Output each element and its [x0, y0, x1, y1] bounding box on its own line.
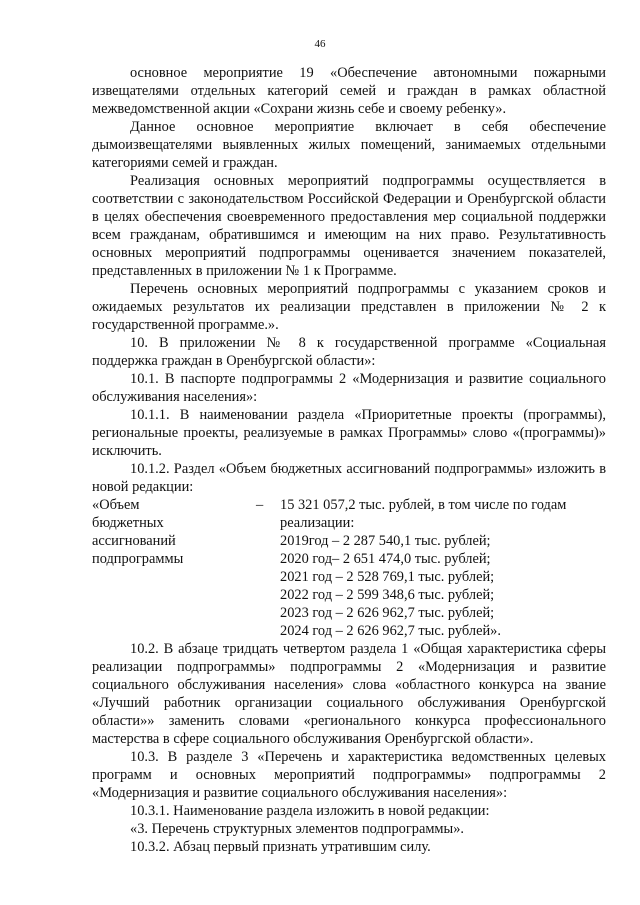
paragraph: 10.3. В разделе 3 «Перечень и характеристика ведомственных целевых программ и основных мероприятий подпрограммы» подпрограммы 2 «Модернизация и развитие социального обслуживания населения»: — [92, 749, 606, 801]
paragraph: 10.2. В абзаце тридцать четвертом раздела 1 «Общая характеристика сферы реализации подпрограммы» подпрограммы 2 «Модернизация и развитие социального обслуживания населения» слова «областного конкурса на звание «Лучший работник организации социального обслуживания Оренбургской области»» заменить словами «регионального конкурса профессионального мастерства в сфере социального обслуживания Оренбургской области». — [92, 641, 606, 747]
budget-dash: – — [256, 497, 264, 513]
budget-year: 2019год – 2 287 540,1 тыс. рублей; — [280, 533, 491, 549]
paragraph: Перечень основных мероприятий подпрограммы с указанием сроков и ожидаемых результатов их реализации представлен в приложении № 2 к государственной программе.». — [92, 281, 606, 333]
paragraph: 10.1. В паспорте подпрограммы 2 «Модернизация и развитие социального обслуживания населения»: — [92, 371, 606, 405]
budget-values — [280, 496, 606, 640]
budget-year: 2021 год – 2 528 769,1 тыс. рублей; — [280, 569, 495, 585]
budget-total: 15 321 057,2 тыс. рублей, в том числе по годам — [280, 497, 567, 513]
paragraph: 10.3.1. Наименование раздела изложить в новой редакции: — [130, 803, 490, 819]
budget-year: 2024 год – 2 626 962,7 тыс. рублей». — [280, 623, 501, 639]
budget-year: 2022 год – 2 599 348,6 тыс. рублей; — [280, 587, 495, 603]
paragraph: «3. Перечень структурных элементов подпрограммы». — [130, 821, 465, 837]
budget-year: 2023 год – 2 626 962,7 тыс. рублей; — [280, 605, 495, 621]
budget-label-line: «Объем — [92, 497, 140, 513]
paragraph: Реализация основных мероприятий подпрограммы осуществляется в соответствии с законодательством Российской Федерации и Оренбургской области в целях обеспечения своевременного предоставления мер социальной поддержки всем гражданам, обратившимся и имеющим на них право. Результативность основных мероприятий подпрограммы оценивается значением показателей, представленных в приложении № 1 к Программе. — [92, 173, 606, 279]
budget-year: 2020 год– 2 651 474,0 тыс. рублей; — [280, 551, 491, 567]
document-body — [92, 64, 606, 856]
budget-table — [92, 496, 606, 640]
paragraph: 10.3.2. Абзац первый признать утратившим силу. — [130, 839, 431, 855]
paragraph: 10.1.2. Раздел «Объем бюджетных ассигнований подпрограммы» изложить в новой редакции: — [92, 461, 606, 495]
budget-label-line: ассигнований — [92, 533, 176, 549]
paragraph: основное мероприятие 19 «Обеспечение автономными пожарными извещателями отдельных категорий семей и граждан в рамках областной межведомственной акции «Сохрани жизнь себе и своему ребенку». — [92, 65, 606, 117]
paragraph: 10.1.1. В наименовании раздела «Приоритетные проекты (программы), региональные проекты, реализуемые в рамках Программы» слово «(программы)» исключить. — [92, 407, 606, 459]
budget-label-line: бюджетных — [92, 515, 164, 531]
budget-label-line: подпрограммы — [92, 551, 184, 567]
budget-label — [92, 496, 252, 640]
page-number: 46 — [314, 38, 326, 50]
paragraph: Данное основное мероприятие включает в себя обеспечение дымоизвещателями выявленных жилых помещений, занимаемых отдельными категориями семей и граждан. — [92, 119, 606, 171]
budget-total-cont: реализации: — [280, 515, 355, 531]
paragraph: 10. В приложении № 8 к государственной программе «Социальная поддержка граждан в Оренбургской области»: — [92, 335, 606, 369]
